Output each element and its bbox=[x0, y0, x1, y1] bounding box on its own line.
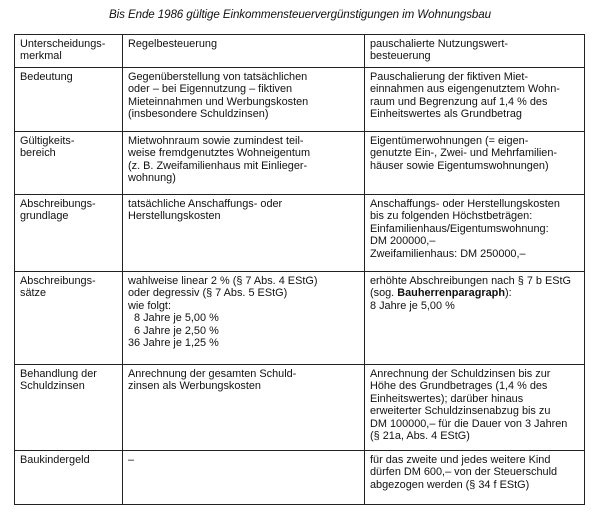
table-row-bedeutung bbox=[15, 68, 585, 132]
regular-cell: wahlweise linear 2 % (§ 7 Abs. 4 EStG) oder degressiv (§ 7 Abs. 5 EStG) wie folgt: 8 Jahre je 5,00 % 6 Jahre je 2,50 % 36 Jahre je 1,25 % bbox=[123, 272, 365, 365]
table-row-saetze bbox=[15, 272, 585, 365]
header-flat-rate-taxation: pauschalierte Nutzungswert- besteuerung bbox=[365, 35, 585, 68]
header-regular-taxation: Regelbesteuerung bbox=[123, 35, 365, 68]
rate-line: 8 Jahre je 5,00 % bbox=[134, 312, 219, 325]
flat-rate-cell: für das zweite und jedes weitere Kind dürfen DM 600,– von der Steuerschuld abgezogen werden (§ 34 f EStG) bbox=[365, 451, 585, 505]
row-label: Abschreibungs- sätze bbox=[15, 272, 123, 365]
bauherrenparagraph-term: Bauherrenparagraph bbox=[397, 287, 505, 300]
regular-cell: – bbox=[123, 451, 365, 505]
header-distinguishing-feature: Unterscheidungs- merkmal bbox=[15, 35, 123, 68]
flat-rate-cell: Anrechnung der Schuldzinsen bis zur Höhe des Grundbetrages (1,4 % des Einheitswertes); darüber hinaus erweiterter Schuldzinsenabzug bis zu DM 100000,– für die Dauer von 3 Jahren (§ 21a, Abs. 4 EStG) bbox=[365, 365, 585, 451]
rate-line: 36 Jahre je 1,25 % bbox=[128, 337, 219, 350]
regular-cell: tatsächliche Anschaffungs- oder Herstellungskosten bbox=[123, 195, 365, 272]
table-header-row bbox=[15, 35, 585, 68]
table-row-gueltigkeit bbox=[15, 132, 585, 195]
regular-cell: Mietwohnraum sowie zumindest teil- weise fremdgenutztes Wohneigentum (z. B. Zweifamilienhaus mit Einlieger- wohnung) bbox=[123, 132, 365, 195]
regular-cell: Anrechnung der gesamten Schuld- zinsen als Werbungskosten bbox=[123, 365, 365, 451]
regular-cell: Gegenüberstellung von tatsächlichen oder – bei Eigennutzung – fiktiven Mieteinnahmen und Werbungskosten (insbesondere Schuldzinsen) bbox=[123, 68, 365, 132]
flat-rate-cell: Pauschalierung der fiktiven Miet- einnahmen aus eigengenutztem Wohn- raum und Begrenzung auf 1,4 % des Einheitswertes als Grundbetrag bbox=[365, 68, 585, 132]
row-label: Behandlung der Schuldzinsen bbox=[15, 365, 123, 451]
bauherren-line: (sog. Bauherrenparagraph): bbox=[370, 287, 512, 300]
flat-rate-cell: Anschaffungs- oder Herstellungskosten bis zu folgenden Höchstbeträgen: Einfamilienhaus/Eigentumswohnung: DM 200000,– Zweifamilienhaus: DM 250000,– bbox=[365, 195, 585, 272]
table-row-grundlage bbox=[15, 195, 585, 272]
row-label: Abschreibungs- grundlage bbox=[15, 195, 123, 272]
table-row-baukindergeld bbox=[15, 451, 585, 505]
flat-rate-cell: Eigentümerwohnungen (= eigen- genutzte Ein-, Zwei- und Mehrfamilien- häuser sowie Eigentumswohnungen) bbox=[365, 132, 585, 195]
row-label: Bedeutung bbox=[15, 68, 123, 132]
flat-rate-cell: erhöhte Abschreibungen nach § 7 b EStG (sog. Bauherrenparagraph): 8 Jahre je 5,00 % bbox=[365, 272, 585, 365]
table-row-schuldzinsen bbox=[15, 365, 585, 451]
row-label: Gültigkeits- bereich bbox=[15, 132, 123, 195]
tax-benefits-table bbox=[14, 34, 585, 505]
rate-line: 6 Jahre je 2,50 % bbox=[134, 324, 219, 337]
row-label: Baukindergeld bbox=[15, 451, 123, 505]
table-caption: Bis Ende 1986 gültige Einkommensteuervergünstigungen im Wohnungsbau bbox=[109, 8, 491, 21]
